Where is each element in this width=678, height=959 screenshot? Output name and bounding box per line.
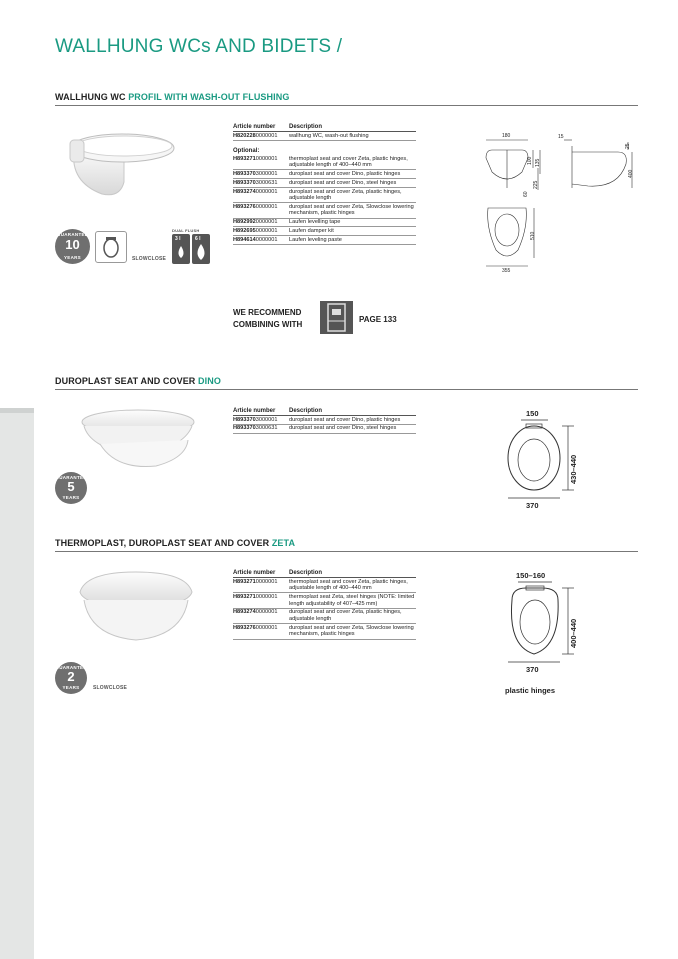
svg-text:135: 135: [535, 158, 541, 167]
svg-text:180: 180: [502, 133, 511, 139]
svg-text:400–440: 400–440: [569, 618, 578, 648]
wallhung-wc-image: [62, 122, 180, 202]
page-reference: PAGE 133: [359, 315, 397, 324]
zeta-spec-table: [233, 570, 416, 640]
svg-text:430–440: 430–440: [569, 454, 578, 484]
table-row: H8933703000001 duroplast seat and cover Dino, plastic hinges: [233, 416, 416, 425]
slowclose-label: SLOWCLOSE: [132, 256, 167, 262]
dino-seat-image: [76, 404, 198, 476]
table-row: H8932760000001 duroplast seat and cover Zeta, Slowclose lowering mechanism, plastic hinges: [233, 624, 416, 639]
svg-text:370: 370: [526, 665, 539, 674]
table-row: H8932740000001 duroplast seat and cover Zeta, plastic hinges, adjustable length: [233, 608, 416, 623]
table-row: H8932710000001 thermoplast seat and cover Zeta, plastic hinges, adjustable length of 400–440 mm: [233, 578, 416, 593]
section-zeta-seat: [55, 538, 638, 548]
section-rule: [55, 551, 638, 552]
table-row: H8933703000001 duroplast seat and cover Dino, plastic hinges: [233, 170, 416, 179]
dual-flush-large-icon: 6 l: [192, 234, 210, 264]
section-title: DUROPLAST SEAT AND COVER DINO: [55, 376, 221, 386]
recommend-text: WE RECOMMEND COMBINING WITH: [233, 308, 303, 329]
svg-text:510: 510: [530, 231, 536, 240]
table-header: Article number Description: [233, 124, 416, 132]
svg-text:15: 15: [558, 134, 564, 140]
section-rule: [55, 389, 638, 390]
side-strip: [0, 413, 34, 959]
section-title: WALLHUNG WC PROFIL WITH WASH-OUT FLUSHING: [55, 92, 290, 102]
table-header: Article number Description: [233, 408, 416, 416]
dual-flush-label: DUAL FLUSH: [172, 228, 200, 233]
svg-text:400: 400: [628, 169, 634, 178]
table-row: H8932760000001 duroplast seat and cover Zeta, Slowclose lowering mechanism, plastic hinges: [233, 203, 416, 218]
section-dino-seat: [55, 376, 638, 386]
wc-spec-table: [233, 124, 416, 245]
table-row: H8946140000001 Laufen leveling paste: [233, 236, 416, 245]
svg-text:150: 150: [526, 409, 539, 418]
svg-text:355: 355: [502, 268, 511, 273]
table-row: H8929920000001 Laufen levelling tape: [233, 218, 416, 227]
guarantee-2-badge: GUARANTEE 2 YEARS: [55, 662, 87, 694]
dino-seat-drawing: [496, 404, 596, 516]
zeta-seat-drawing: [496, 566, 596, 678]
svg-text:225: 225: [533, 180, 539, 189]
guarantee-10-badge: GUARANTEE 10 YEARS: [55, 229, 90, 264]
installation-frame-image: [320, 301, 353, 334]
table-row: H8932740000001 duroplast seat and cover Zeta, plastic hinges, adjustable length: [233, 187, 416, 202]
seat-icon: [95, 231, 127, 263]
svg-text:100: 100: [527, 156, 533, 165]
table-row: H8202280000001 wallhung WC, wash-out flushing: [233, 132, 416, 141]
slowclose-label: SLOWCLOSE: [93, 685, 128, 691]
page-title: WALLHUNG WCs AND BIDETS /: [55, 36, 343, 57]
svg-text:60: 60: [523, 191, 529, 197]
plastic-hinges-caption: plastic hinges: [505, 686, 556, 695]
section-wallhung-wc: [55, 92, 638, 102]
dual-flush-small-icon: 3 l: [172, 234, 190, 264]
table-row: H8933703000631 duroplast seat and cover Dino, steel hinges: [233, 424, 416, 433]
table-row: H8932710000001 thermoplast seat Zeta, steel hinges (NOTE: limited length adjustability of 407–425 mm): [233, 593, 415, 607]
guarantee-5-badge: GUARANTEE 5 YEARS: [55, 472, 87, 504]
table-row: H8926950000001 Laufen damper kit: [233, 227, 416, 236]
dino-spec-table: [233, 408, 416, 434]
wc-technical-drawing: [478, 128, 638, 273]
table-row: H8933703000631 duroplast seat and cover Dino, steel hinges: [233, 179, 416, 188]
svg-text:150–160: 150–160: [516, 571, 546, 580]
svg-text:25: 25: [625, 143, 631, 149]
table-header: Article number Description: [233, 570, 416, 578]
section-title: THERMOPLAST, DUROPLAST SEAT AND COVER ZETA: [55, 538, 296, 548]
section-rule: [55, 105, 638, 106]
optional-label: Optional:: [233, 147, 260, 154]
zeta-seat-image: [76, 566, 198, 650]
table-row: H8932710000001 thermoplast seat and cover Zeta, plastic hinges, adjustable length of 400–440 mm: [233, 155, 416, 170]
svg-text:370: 370: [526, 501, 539, 510]
